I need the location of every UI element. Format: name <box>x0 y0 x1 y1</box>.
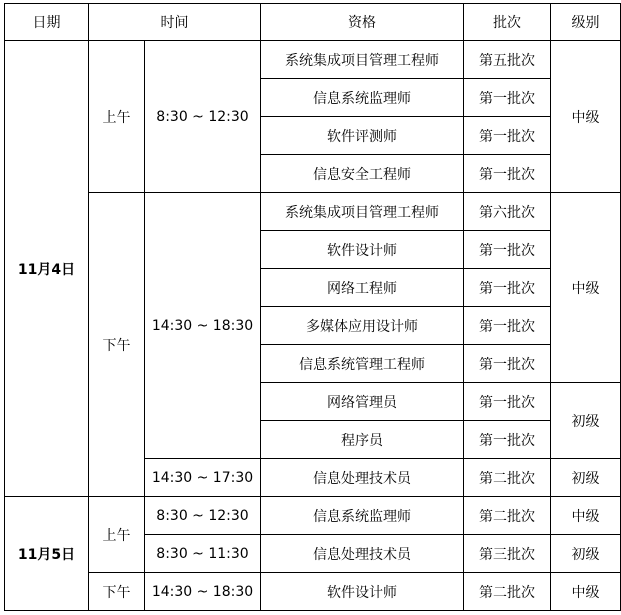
time-cell: 8:30 ~ 11:30 <box>145 535 261 573</box>
period-cell: 下午 <box>89 193 145 497</box>
qualification-cell: 多媒体应用设计师 <box>261 307 464 345</box>
qualification-cell: 信息安全工程师 <box>261 155 464 193</box>
header-date: 日期 <box>5 4 89 41</box>
exam-schedule-table <box>4 3 621 611</box>
batch-cell: 第六批次 <box>464 193 551 231</box>
batch-cell: 第一批次 <box>464 269 551 307</box>
qualification-cell: 软件评测师 <box>261 117 464 155</box>
header-level: 级别 <box>551 4 621 41</box>
time-cell: 8:30 ~ 12:30 <box>145 497 261 535</box>
batch-cell: 第一批次 <box>464 231 551 269</box>
qualification-cell: 网络管理员 <box>261 383 464 421</box>
level-cell: 初级 <box>551 459 621 497</box>
batch-cell: 第一批次 <box>464 307 551 345</box>
time-cell: 14:30 ~ 18:30 <box>145 573 261 611</box>
batch-cell: 第二批次 <box>464 497 551 535</box>
batch-cell: 第五批次 <box>464 41 551 79</box>
qualification-cell: 软件设计师 <box>261 231 464 269</box>
level-cell: 中级 <box>551 193 621 383</box>
date-cell: 11月4日 <box>5 41 89 497</box>
qualification-cell: 软件设计师 <box>261 573 464 611</box>
batch-cell: 第二批次 <box>464 459 551 497</box>
level-cell: 初级 <box>551 535 621 573</box>
header-qualification: 资格 <box>261 4 464 41</box>
table-row <box>5 41 621 79</box>
batch-cell: 第一批次 <box>464 383 551 421</box>
time-cell: 14:30 ~ 17:30 <box>145 459 261 497</box>
batch-cell: 第一批次 <box>464 345 551 383</box>
table-row <box>5 573 621 611</box>
table-row <box>5 497 621 535</box>
batch-cell: 第二批次 <box>464 573 551 611</box>
qualification-cell: 信息系统监理师 <box>261 79 464 117</box>
period-cell: 上午 <box>89 41 145 193</box>
date-cell: 11月5日 <box>5 497 89 611</box>
batch-cell: 第一批次 <box>464 79 551 117</box>
qualification-cell: 信息处理技术员 <box>261 535 464 573</box>
qualification-cell: 信息系统监理师 <box>261 497 464 535</box>
qualification-cell: 网络工程师 <box>261 269 464 307</box>
level-cell: 初级 <box>551 383 621 459</box>
header-time: 时间 <box>89 4 261 41</box>
batch-cell: 第一批次 <box>464 155 551 193</box>
table-row <box>5 193 621 231</box>
batch-cell: 第三批次 <box>464 535 551 573</box>
level-cell: 中级 <box>551 497 621 535</box>
time-cell: 14:30 ~ 18:30 <box>145 193 261 459</box>
qualification-cell: 程序员 <box>261 421 464 459</box>
header-batch: 批次 <box>464 4 551 41</box>
qualification-cell: 信息系统管理工程师 <box>261 345 464 383</box>
batch-cell: 第一批次 <box>464 117 551 155</box>
period-cell: 下午 <box>89 573 145 611</box>
batch-cell: 第一批次 <box>464 421 551 459</box>
qualification-cell: 系统集成项目管理工程师 <box>261 193 464 231</box>
period-cell: 上午 <box>89 497 145 573</box>
qualification-cell: 系统集成项目管理工程师 <box>261 41 464 79</box>
level-cell: 中级 <box>551 41 621 193</box>
header-row <box>5 4 621 41</box>
level-cell: 中级 <box>551 573 621 611</box>
qualification-cell: 信息处理技术员 <box>261 459 464 497</box>
time-cell: 8:30 ~ 12:30 <box>145 41 261 193</box>
